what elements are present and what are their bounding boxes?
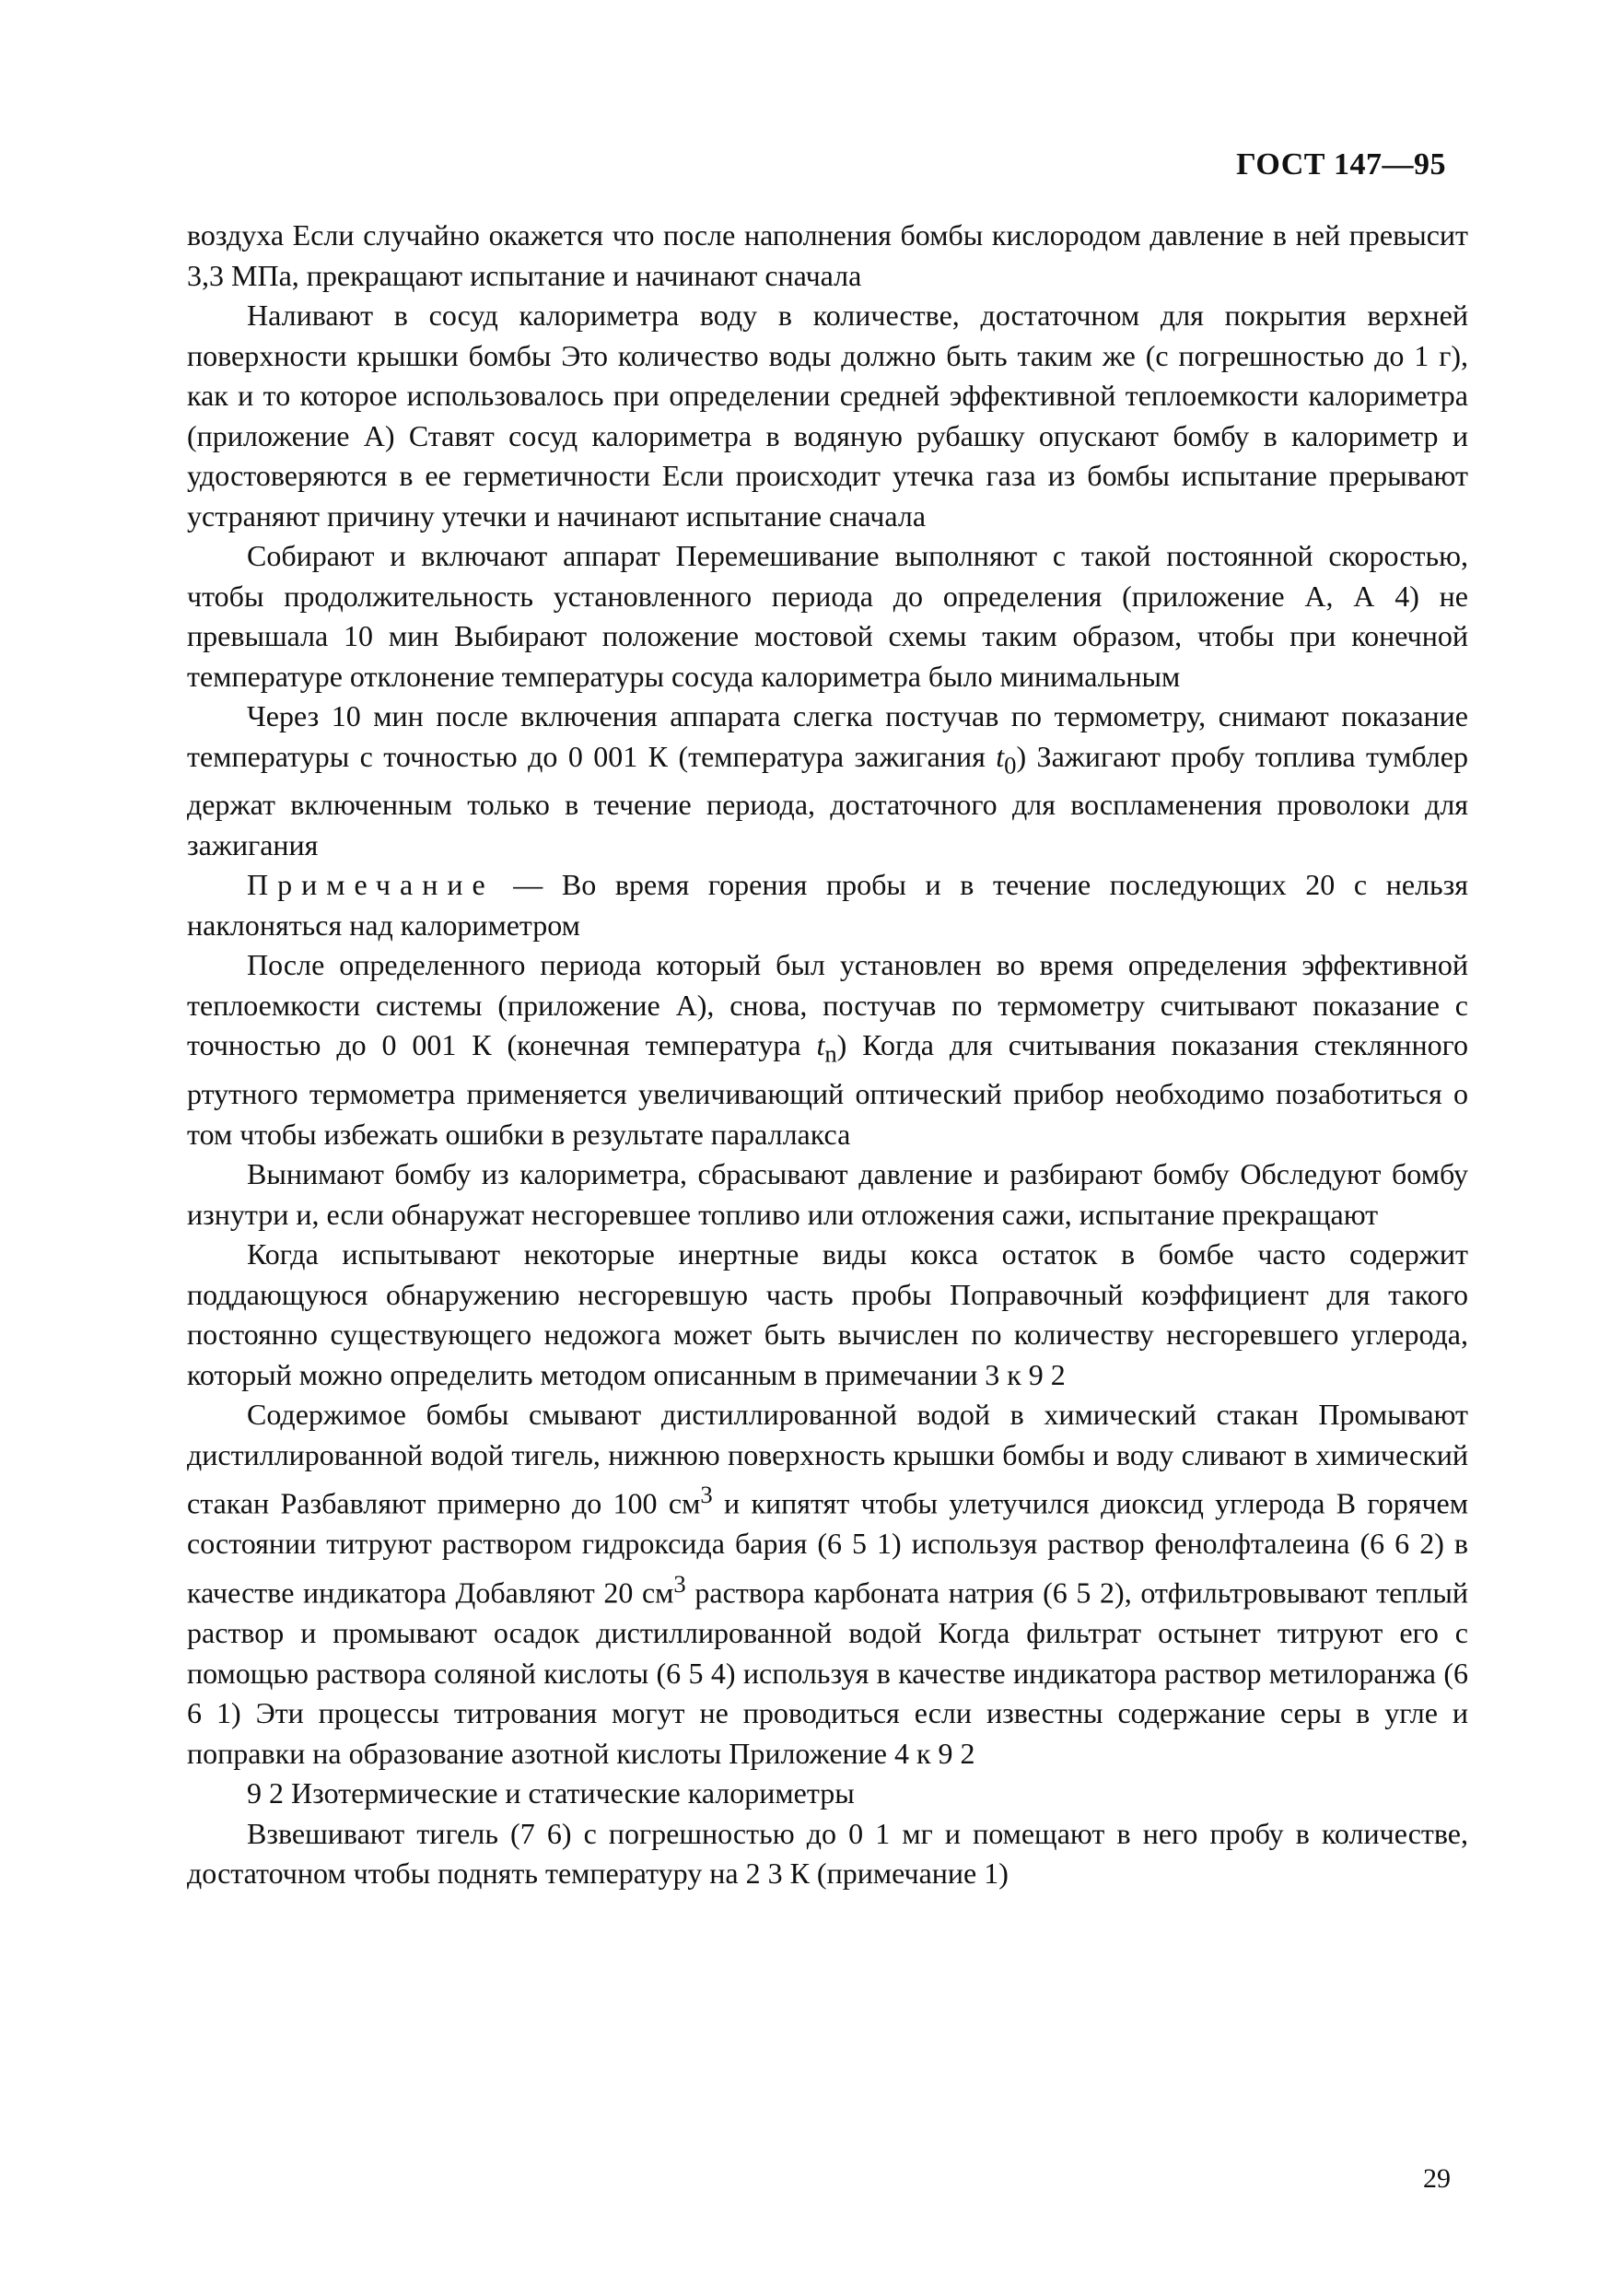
paragraph-note — [187, 865, 1468, 945]
titration-superscript-2: 3 — [673, 1569, 686, 1598]
titration-text-c: раствора карбоната натрия (6 5 2), отфильтровывают теплый раствор и промывают осадок дистиллированной водой Когда фильтрат остынет титруют его с помощью раствора соляной кислоты (6 5 4) используя в качестве индикатора раствор метилоранжа (6 6 1) Эти процессы титрования могут не проводиться если известны содержание серы в угле и поправки на образование азотной кислоты Приложение 4 к 9 2 — [187, 1576, 1469, 1770]
paragraph-inert-coke: Когда испытывают некоторые инертные виды кокса остаток в бомбе часто содержит поддающуюся обнаружению несгоревшую часть пробы Поправочный коэффициент для такого постоянно существующего недожога может быть вычислен по количеству несгоревшего углерода, который можно определить методом описанным в примечании 3 к 9 2 — [187, 1237, 1468, 1391]
final-temp-text-a: После определенного периода который был установлен во время определения эффективной теплоемкости системы (приложение А), снова, постучав по термометру считывают показание с точностью до 0 001 К (конечная температура — [187, 948, 1468, 1062]
titration-text-a: Содержимое бомбы смывают дистиллированной водой в химический стакан Промывают дистиллированной водой тигель, нижнюю поверхность крышки бомбы и воду сливают в химический стакан Разбавляют примерно до 100 см — [187, 1398, 1468, 1520]
final-temp-subscript: n — [824, 1039, 837, 1068]
titration-superscript-1: 3 — [700, 1481, 713, 1509]
paragraph-crucible-weighing: Взвешивают тигель (7 6) с погрешностью до 0 1 мг и помещают в него пробу в количестве, достаточном чтобы поднять температуру на 2 3 К (примечание 1) — [187, 1816, 1468, 1891]
ignition-text-a: Через 10 мин после включения аппарата слегка постучав по термометру, снимают показание температуры с точностью до 0 001 К (температура зажигания — [187, 699, 1468, 773]
note-label: Примечание — [247, 868, 495, 902]
document-body — [187, 216, 1468, 1894]
paragraph-ignition — [187, 697, 1468, 865]
final-temp-text-b: ) Когда для считывания показания стеклянного ртутного термометра применяется увеличивающий оптический прибор необходимо позаботиться о том чтобы избежать ошибки в результате параллакса — [187, 1028, 1469, 1151]
note-text: — Во время горения пробы и в течение последующих 20 с нельзя наклоняться над калориметром — [187, 868, 1468, 942]
paragraph-continuation: воздуха Если случайно окажется что после наполнения бомбы кислородом давление в ней превысит 3,3 МПа, прекращают испытание и начинают сначала — [187, 218, 1468, 292]
paragraph-assemble: Собирают и включают аппарат Перемешивание выполняют с такой постоянной скоростью, чтобы продолжительность установленного периода до определения (приложение А, А 4) не превышала 10 мин Выбирают положение мостовой схемы таким образом, чтобы при конечной температуре отклонение температуры сосуда калориметра было минимальным — [187, 539, 1468, 693]
ignition-text-b: ) Зажигают пробу топлива тумблер держат включенным только в течение периода, достаточного для воспламенения проволоки для зажигания — [187, 739, 1469, 861]
document-code-header: ГОСТ 147—95 — [1236, 147, 1446, 182]
paragraph-water-fill: Наливают в сосуд калориметра воду в количестве, достаточном для покрытия верхней поверхности крышки бомбы Это количество воды должно быть таким же (с погрешностью до 1 г), как и то которое использовалось при определении средней эффективной теплоемкости калориметра (приложение А) Ставят сосуд калориметра в водяную рубашку опускают бомбу в калориметр и удостоверяются в ее герметичности Если происходит утечка газа из бомбы испытание прерывают устраняют причину утечки и начинают испытание сначала — [187, 299, 1468, 533]
paragraph-titration — [187, 1395, 1468, 1774]
paragraph-bomb-removal: Вынимают бомбу из калориметра, сбрасывают давление и разбирают бомбу Обследуют бомбу изнутри и, если обнаружат несгоревшее топливо или отложения сажи, испытание прекращают — [187, 1157, 1468, 1231]
ignition-temp-subscript: 0 — [1004, 750, 1017, 779]
page-number: 29 — [1423, 2163, 1451, 2194]
paragraph-final-temperature — [187, 945, 1468, 1154]
titration-text-b: и кипятят чтобы улетучился диоксид углерода В горячем состоянии титруют раствором гидроксида бария (6 5 1) используя раствор фенолфталеина (6 6 2) в качестве индикатора Добавляют 20 см — [187, 1486, 1469, 1610]
section-heading-9-2: 9 2 Изотермические и статические калориметры — [247, 1776, 855, 1810]
final-temp-symbol: t — [816, 1028, 825, 1062]
ignition-temp-symbol: t — [996, 739, 1005, 773]
